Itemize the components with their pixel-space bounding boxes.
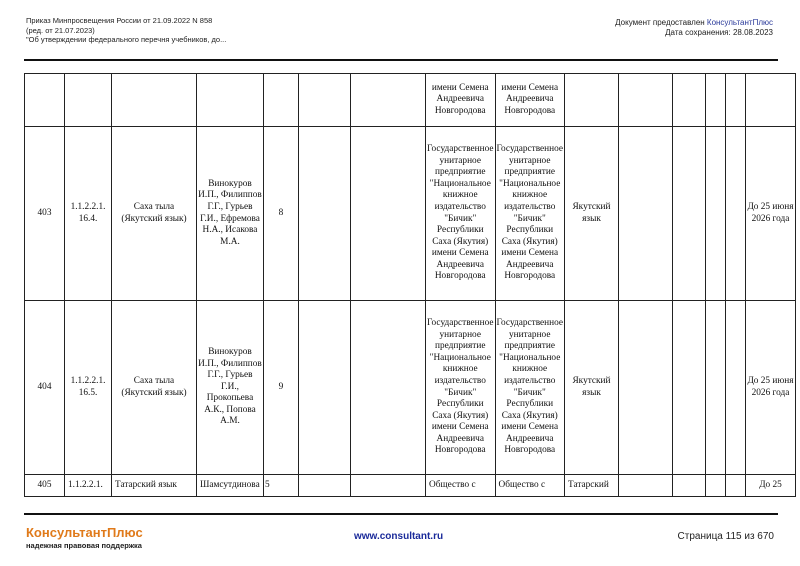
table-cell: [65, 74, 112, 127]
table-row: [25, 475, 796, 497]
table-cell: 403: [25, 127, 65, 301]
table-cell: [673, 475, 706, 497]
table-cell: Государственное унитарное предприятие "Национальное книжное издательство "Бичик" Республики Саха (Якутия) имени Семена Андреевича Новгородова: [495, 301, 565, 475]
header-line: Приказ Минпросвещения России от 21.09.2022 N 858: [26, 16, 213, 25]
logo-brand: КонсультантПлюс: [26, 525, 143, 540]
table-cell: Татарский: [565, 475, 619, 497]
save-date: Дата сохранения: 28.08.2023: [665, 28, 773, 37]
table-cell: [706, 74, 726, 127]
table-cell: 1.1.2.2.1. 16.4.: [65, 127, 112, 301]
table-cell: До 25: [746, 475, 796, 497]
table-cell: 8: [264, 127, 299, 301]
table-cell: 405: [25, 475, 65, 497]
table-cell: Шамсутдинова: [197, 475, 264, 497]
provider-brand-link[interactable]: КонсультантПлюс: [706, 18, 773, 27]
table-cell: [112, 74, 197, 127]
textbook-table: [24, 73, 796, 497]
table-cell: Общество с: [426, 475, 496, 497]
table-cell: Якутский язык: [565, 301, 619, 475]
document-header-info: [26, 16, 226, 45]
table-cell: [351, 127, 426, 301]
table-cell: [673, 127, 706, 301]
table-cell: [673, 74, 706, 127]
table-cell: [25, 74, 65, 127]
table-cell: [299, 301, 351, 475]
table-cell: [706, 301, 726, 475]
table-cell: [726, 301, 746, 475]
provided-label: Документ предоставлен: [615, 18, 707, 27]
table-cell: [706, 127, 726, 301]
table-cell: 1.1.2.2.1. 16.5.: [65, 301, 112, 475]
page-number: Страница 115 из 670: [677, 531, 774, 542]
table-cell: [673, 301, 706, 475]
table-cell: [619, 74, 673, 127]
table-cell: Винокуров И.П., Филиппов Г.Г., Гурьев Г.И., Ефремова Н.А., Исакова М.А.: [197, 127, 264, 301]
logo-tagline: надежная правовая поддержка: [26, 541, 142, 550]
site-link[interactable]: www.consultant.ru: [354, 531, 444, 542]
table-cell: Общество с: [495, 475, 565, 497]
table-cell: Татарский язык: [112, 475, 197, 497]
table-cell: [565, 74, 619, 127]
table-cell: 5: [264, 475, 299, 497]
footer-divider: [24, 513, 778, 515]
table-cell: имени Семена Андреевича Новгородова: [426, 74, 496, 127]
table-row: [25, 74, 796, 127]
table-cell: [746, 74, 796, 127]
table-cell: [351, 74, 426, 127]
table-cell: 9: [264, 301, 299, 475]
table-cell: [351, 475, 426, 497]
table-cell: [299, 127, 351, 301]
table-cell: [619, 301, 673, 475]
table-cell: Саха тыла (Якутский язык): [112, 127, 197, 301]
header-divider: [24, 59, 778, 61]
table-cell: Государственное унитарное предприятие "Национальное книжное издательство "Бичик" Республики Саха (Якутия) имени Семена Андреевича Новгородова: [495, 127, 565, 301]
table-cell: [197, 74, 264, 127]
table-cell: Якутский язык: [565, 127, 619, 301]
table-cell: 1.1.2.2.1.: [65, 475, 112, 497]
table-cell: Государственное унитарное предприятие "Национальное книжное издательство "Бичик" Республики Саха (Якутия) имени Семена Андреевича Новгородова: [426, 127, 496, 301]
provider-info: [615, 18, 773, 38]
table-cell: 404: [25, 301, 65, 475]
table-cell: Винокуров И.П., Филиппов Г.Г., Гурьев Г.И., Прокопьева А.К., Попова А.М.: [197, 301, 264, 475]
table-cell: [619, 475, 673, 497]
table-cell: Государственное унитарное предприятие "Национальное книжное издательство "Бичик" Республики Саха (Якутия) имени Семена Андреевича Новгородова: [426, 301, 496, 475]
table-cell: [299, 475, 351, 497]
table-row: [25, 301, 796, 475]
table-cell: [726, 127, 746, 301]
table-cell: [726, 74, 746, 127]
table-cell: [351, 301, 426, 475]
table-row: [25, 127, 796, 301]
table-cell: [264, 74, 299, 127]
table-cell: [706, 475, 726, 497]
header-line: "Об утверждении федерального перечня учебников, до...: [26, 35, 227, 44]
table-cell: [726, 475, 746, 497]
table-cell: имени Семена Андреевича Новгородова: [495, 74, 565, 127]
table-cell: [299, 74, 351, 127]
consultant-logo: [26, 525, 143, 550]
header-line: (ред. от 21.07.2023): [26, 25, 95, 35]
table-cell: Саха тыла (Якутский язык): [112, 301, 197, 475]
table-cell: До 25 июня 2026 года: [746, 127, 796, 301]
table-cell: До 25 июня 2026 года: [746, 301, 796, 475]
table-cell: [619, 127, 673, 301]
